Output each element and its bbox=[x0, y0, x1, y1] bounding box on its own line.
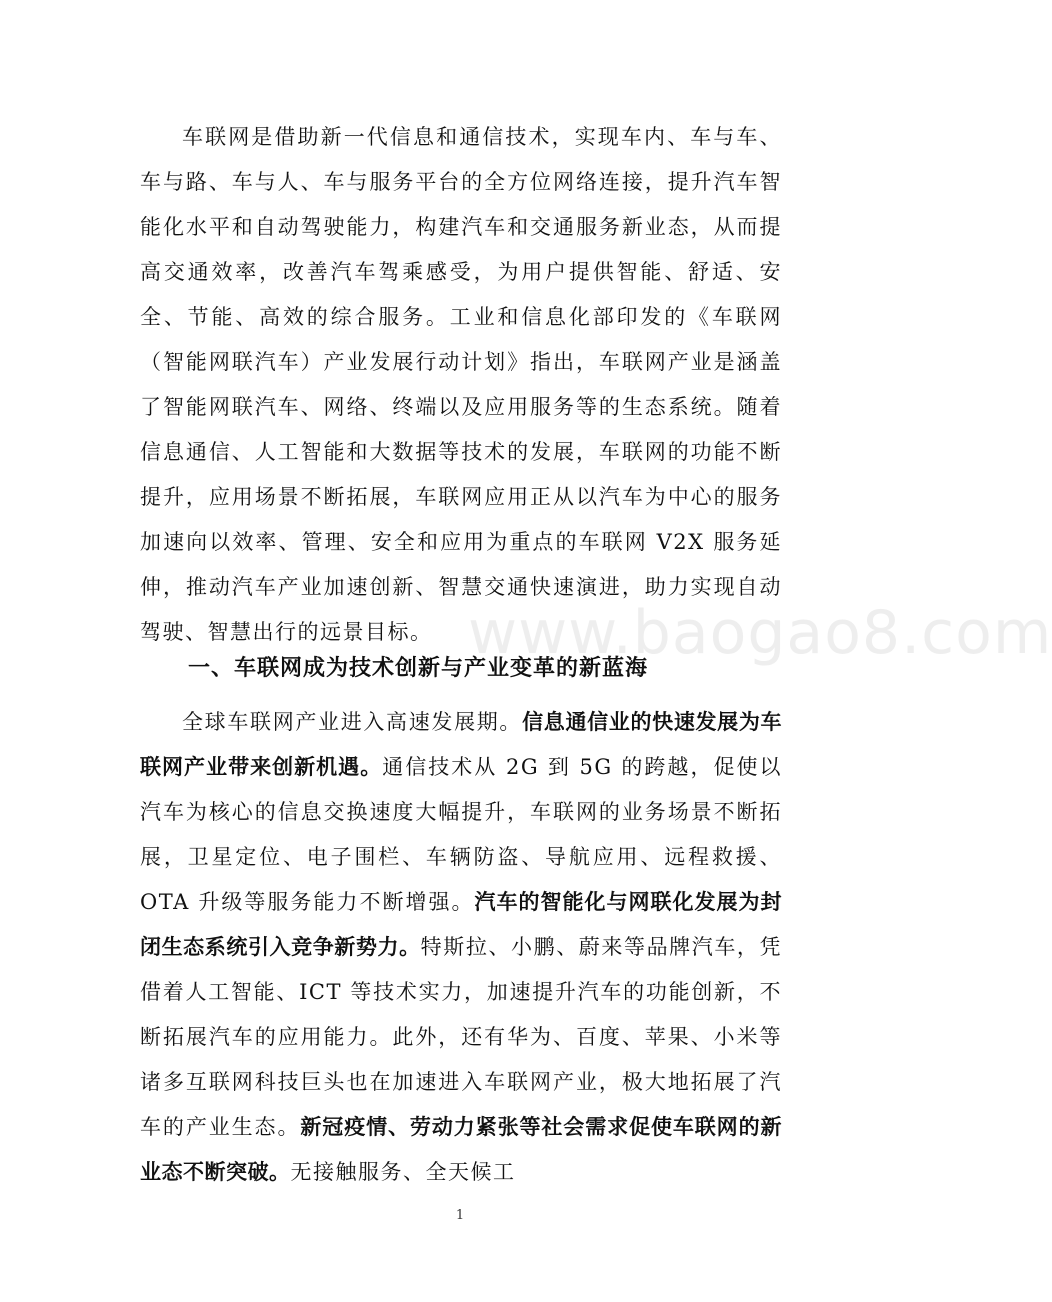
key-point-3: 新冠疫情、劳动力紧张等社会需求促使车联网的新业态不断突破。 bbox=[140, 1115, 782, 1184]
section-heading: 一、车联网成为技术创新与产业变革的新蓝海 bbox=[188, 656, 649, 681]
section-paragraph bbox=[140, 700, 782, 1195]
key-point-1: 信息通信业的快速发展为车联网产业带来创新机遇。 bbox=[140, 710, 783, 779]
key-point-2: 汽车的智能化与网联化发展为封闭生态系统引入竞争新势力。 bbox=[140, 890, 783, 959]
intro-paragraph: 车联网是借助新一代信息和通信技术，实现车内、车与车、车与路、车与人、车与服务平台的全方位网络连接，提升汽车智能化水平和自动驾驶能力，构建汽车和交通服务新业态，从而提高交通效率，改善汽车驾乘感受，为用户提供智能、舒适、安全、节能、高效的综合服务。工业和信息化部印发的《车联网（智能网联汽车）产业发展行动计划》指出，车联网产业是涵盖了智能网联汽车、网络、终端以及应用服务等的生态系统。随着信息通信、人工智能和大数据等技术的发展，车联网的功能不断提升，应用场景不断拓展，车联网应用正从以汽车为中心的服务加速向以效率、管理、安全和应用为重点的车联网 V2X 服务延伸，推动汽车产业加速创新、智慧交通快速演进，助力实现自动驾驶、智慧出行的远景目标。 bbox=[140, 125, 782, 644]
intro-paragraph-block bbox=[140, 115, 782, 655]
key-point-2-detail: 特斯拉、小鹏、蔚来等品牌汽车，凭借着人工智能、ICT 等技术实力，加速提升汽车的功能创新，不断拓展汽车的应用能力。此外，还有华为、百度、苹果、小米等诸多互联网科技巨头也在加速进入车联网产业，极大地拓展了汽车的产业生态。 bbox=[140, 935, 783, 1139]
watermark: www.baogao8.com bbox=[468, 598, 1052, 668]
section-paragraph-block bbox=[140, 700, 782, 1195]
page-number: 1 bbox=[455, 1208, 465, 1223]
paragraph-intro-text: 全球车联网产业进入高速发展期。 bbox=[182, 710, 523, 734]
key-point-3-detail: 无接触服务、全天候工 bbox=[290, 1160, 516, 1184]
key-point-1-detail: 通信技术从 2G 到 5G 的跨越，促使以汽车为核心的信息交换速度大幅提升，车联网的业务场景不断拓展，卫星定位、电子围栏、车辆防盗、导航应用、远程救援、OTA 升级等服务能力不断增强。 bbox=[140, 755, 782, 914]
